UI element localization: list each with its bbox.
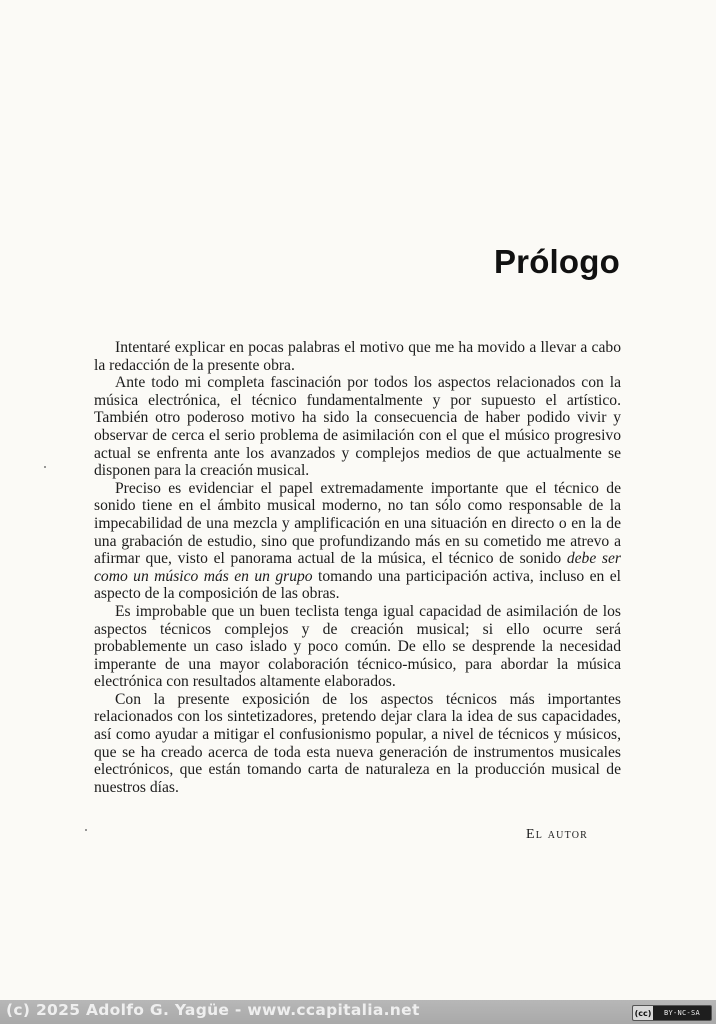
page-title: Prólogo — [493, 243, 620, 280]
license-label: BY-NC-SA — [663, 1009, 701, 1017]
paragraph-5: Con la presente exposición de los aspectos técnicos más importantes relacionados con los sintetizadores, pretendo dejar clara la idea de sus capacidades, así como ayudar a mitigar el confusionismo popular, a nivel de técnicos y músicos, que se ha creado acerca de toda esta nueva generación de instrumentos musicales electrónicos, que están tomando carta de naturaleza en la producción musical de nuestros días. — [94, 690, 621, 796]
paper-speck — [44, 466, 46, 468]
paragraph-2: Ante todo mi completa fascinación por todos los aspectos relacionados con la música electrónica, el técnico fundamentalmente y por supuesto el artístico. También otro poderoso motivo ha sido la consecuencia de haber podido vivir y observar de cerca el serio problema de asimilación con el que el músico progresivo actual se enfrenta ante los avanzados y complejos medios de que actualmente se disponen para la creación musical. — [94, 374, 621, 480]
paragraph-3-text-after: tomando una participación activa, incluso en el aspecto de la composición de las obras. — [94, 567, 621, 603]
paragraph-3-text-before: Preciso es evidenciar el papel extremadamente importante que el técnico de sonido tiene en el ámbito musical moderno, no tan sólo como responsable de la impecabilidad de una mezcla y amplificación en una situación en directo o en la de una grabación de estudio, sino que profundizando más en su cometido me atrevo a afirmar que, visto el panorama actual de la música, el técnico de sonido — [94, 479, 621, 568]
author-signature: El autor — [525, 827, 588, 842]
paragraph-4: Es improbable que un buen teclista tenga igual capacidad de asimilación de los aspectos técnicos complejos y de creación musical; si ello ocurre será probablemente un caso islado y poco común. De ello se desprende la necesidad imperante de una mayor colaboración técnico-músico, para abordar la música electrónica con resultados altamente elaborados. — [94, 602, 621, 691]
copyright-text: (c) 2025 Adolfo G. Yagüe - www.ccapitalia.net — [6, 1001, 420, 1019]
paragraph-1: Intentaré explicar en pocas palabras el motivo que me ha movido a llevar a cabo la redacción de la presente obra. — [94, 339, 621, 374]
copyright-footer — [0, 1000, 716, 1024]
license-badge[interactable] — [632, 1005, 712, 1021]
prologue-body — [94, 339, 621, 796]
cc-icon: (cc) — [633, 1006, 653, 1020]
paragraph-3-emphasis: debe ser como un músico más en un grupo — [94, 550, 621, 585]
paper-speck — [85, 829, 87, 831]
paragraph-3 — [94, 480, 621, 603]
